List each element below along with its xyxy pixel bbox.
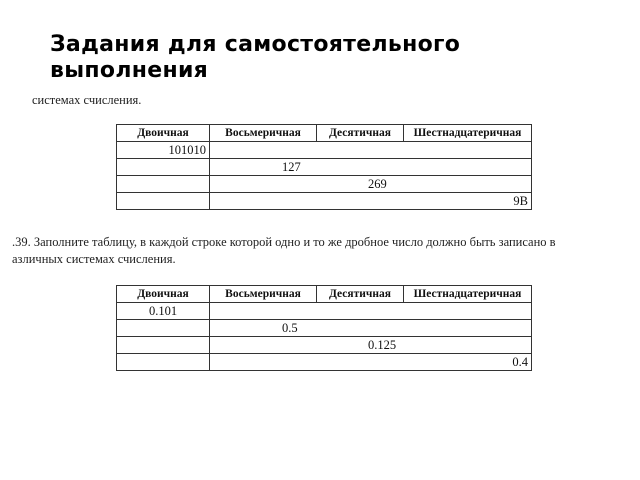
table-row <box>117 337 532 354</box>
cell-empty <box>117 176 210 193</box>
cell-empty <box>117 354 210 371</box>
cell-hex-value: 0.4 <box>210 354 532 371</box>
table-row <box>117 354 532 371</box>
header-decimal: Десятичная <box>317 125 404 142</box>
task-description: .39. Заполните таблицу, в каждой строке которой одно и то же дробное число должно быть записано в азличных системах счисления. <box>12 235 556 266</box>
cell-empty <box>117 159 210 176</box>
conversion-table-integers <box>116 124 532 210</box>
table-row <box>117 159 532 176</box>
cell-empty <box>210 303 532 320</box>
cell-empty <box>117 193 210 210</box>
header-binary: Двоичная <box>117 125 210 142</box>
cell-decimal-value: 269 <box>210 176 532 193</box>
table-row <box>117 193 532 210</box>
table-row <box>117 176 532 193</box>
header-hex: Шестнадцатеричная <box>404 286 532 303</box>
table-header-row <box>117 286 532 303</box>
table-header-row <box>117 125 532 142</box>
header-hex: Шестнадцатеричная <box>404 125 532 142</box>
cell-decimal-value: 0.125 <box>210 337 532 354</box>
cell-octal-value: 127 <box>210 159 532 176</box>
cell-binary-value: 101010 <box>117 142 210 159</box>
cell-empty <box>117 320 210 337</box>
cell-binary-value: 0.101 <box>117 303 210 320</box>
table-row <box>117 320 532 337</box>
intro-fragment: системах счисления. <box>32 93 142 107</box>
table-row <box>117 303 532 320</box>
cell-empty <box>210 142 532 159</box>
table-row <box>117 142 532 159</box>
header-octal: Восьмеричная <box>210 286 317 303</box>
header-decimal: Десятичная <box>317 286 404 303</box>
cell-octal-value: 0.5 <box>210 320 532 337</box>
header-binary: Двоичная <box>117 286 210 303</box>
slide-title: Задания для самостоятельного выполнения <box>50 32 461 83</box>
header-octal: Восьмеричная <box>210 125 317 142</box>
cell-hex-value: 9B <box>210 193 532 210</box>
cell-empty <box>117 337 210 354</box>
conversion-table-fractions <box>116 285 532 371</box>
